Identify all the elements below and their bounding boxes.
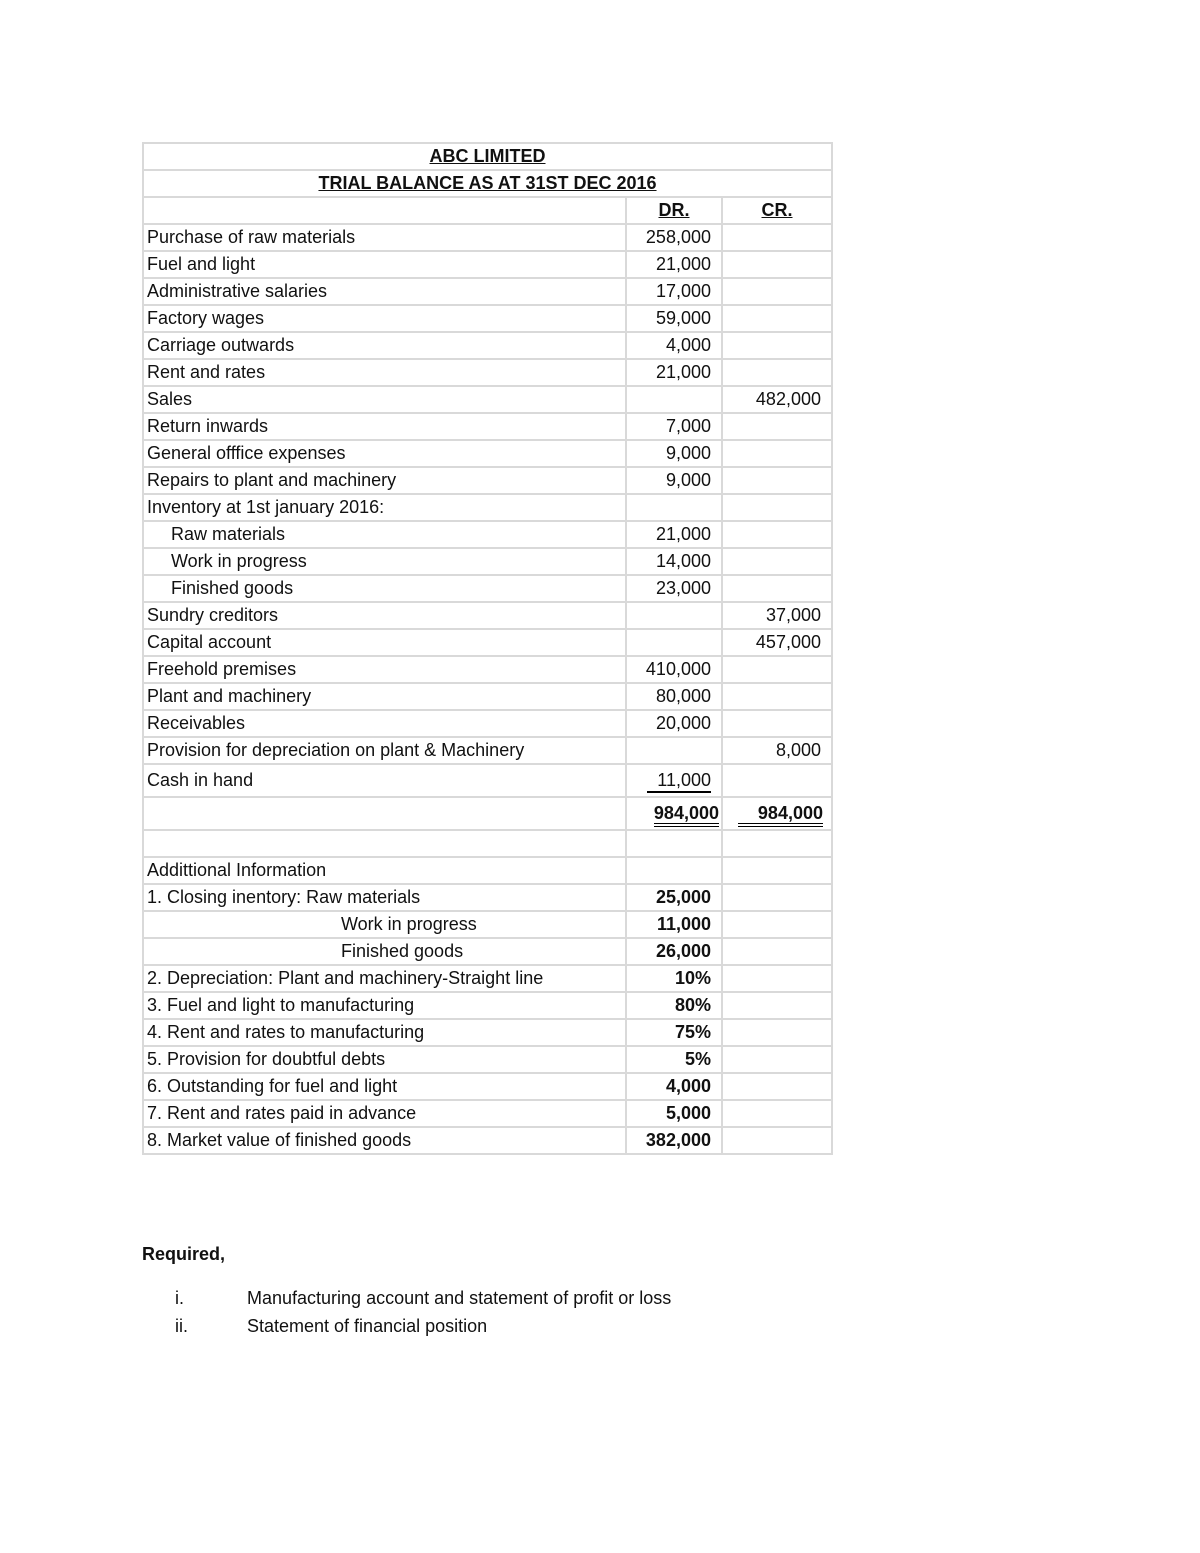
cr-value bbox=[722, 575, 832, 602]
dr-value: 11,000 bbox=[647, 769, 711, 793]
row-label: Raw materials bbox=[143, 521, 626, 548]
dr-value bbox=[626, 737, 722, 764]
dr-value: 20,000 bbox=[626, 710, 722, 737]
list-item-text: Manufacturing account and statement of profit or loss bbox=[247, 1288, 672, 1308]
table-row bbox=[143, 494, 832, 521]
row-label: Capital account bbox=[143, 629, 626, 656]
info-row bbox=[143, 938, 832, 965]
cr-value bbox=[722, 764, 832, 797]
info-row bbox=[143, 1046, 832, 1073]
table-row bbox=[143, 359, 832, 386]
info-label: 3. Fuel and light to manufacturing bbox=[143, 992, 626, 1019]
info-label: 2. Depreciation: Plant and machinery-Straight line bbox=[143, 965, 626, 992]
info-value: 4,000 bbox=[626, 1073, 722, 1100]
info-value: 26,000 bbox=[626, 938, 722, 965]
info-label: Work in progress bbox=[143, 911, 626, 938]
cr-value bbox=[722, 251, 832, 278]
cr-value bbox=[722, 494, 832, 521]
dr-value bbox=[626, 602, 722, 629]
info-label: 7. Rent and rates paid in advance bbox=[143, 1100, 626, 1127]
row-label: Receivables bbox=[143, 710, 626, 737]
row-label: General offfice expenses bbox=[143, 440, 626, 467]
company-name: ABC LIMITED bbox=[143, 143, 832, 170]
row-label: Cash in hand bbox=[143, 764, 626, 797]
info-value: 10% bbox=[626, 965, 722, 992]
info-label: Finished goods bbox=[143, 938, 626, 965]
table-row bbox=[143, 440, 832, 467]
dr-value: 7,000 bbox=[626, 413, 722, 440]
table-row bbox=[143, 386, 832, 413]
row-label: Repairs to plant and machinery bbox=[143, 467, 626, 494]
table-row bbox=[143, 656, 832, 683]
dr-value: 9,000 bbox=[626, 467, 722, 494]
info-value: 5% bbox=[626, 1046, 722, 1073]
list-item-number: i. bbox=[175, 1288, 184, 1308]
row-label: Sundry creditors bbox=[143, 602, 626, 629]
dr-value: 80,000 bbox=[626, 683, 722, 710]
info-row bbox=[143, 911, 832, 938]
cr-value bbox=[722, 656, 832, 683]
cr-value: 37,000 bbox=[722, 602, 832, 629]
cr-value bbox=[722, 440, 832, 467]
dr-value: 21,000 bbox=[626, 251, 722, 278]
info-row bbox=[143, 1019, 832, 1046]
cr-value bbox=[722, 467, 832, 494]
additional-title: Addittional Information bbox=[143, 857, 626, 884]
dr-value: 14,000 bbox=[626, 548, 722, 575]
cr-total: 984,000 bbox=[738, 803, 823, 827]
row-label: Inventory at 1st january 2016: bbox=[143, 494, 626, 521]
dr-value: 17,000 bbox=[626, 278, 722, 305]
table-row bbox=[143, 467, 832, 494]
cr-value bbox=[722, 359, 832, 386]
spacer-row bbox=[143, 830, 832, 857]
table-heading: TRIAL BALANCE AS AT 31ST DEC 2016 bbox=[143, 170, 832, 197]
list-item-text: Statement of financial position bbox=[247, 1316, 488, 1336]
dr-value: 9,000 bbox=[626, 440, 722, 467]
table-row bbox=[143, 764, 832, 797]
info-row bbox=[143, 1100, 832, 1127]
cr-value bbox=[722, 413, 832, 440]
info-value: 75% bbox=[626, 1019, 722, 1046]
table-row bbox=[143, 737, 832, 764]
dr-value bbox=[626, 386, 722, 413]
cr-value bbox=[722, 224, 832, 251]
cr-value bbox=[722, 332, 832, 359]
info-label: 4. Rent and rates to manufacturing bbox=[143, 1019, 626, 1046]
table-row bbox=[143, 332, 832, 359]
row-label: Sales bbox=[143, 386, 626, 413]
table-row bbox=[143, 521, 832, 548]
table-row bbox=[143, 548, 832, 575]
row-label: Plant and machinery bbox=[143, 683, 626, 710]
info-value: 382,000 bbox=[626, 1127, 722, 1154]
info-label: 1. Closing inentory: Raw materials bbox=[143, 884, 626, 911]
table-row bbox=[143, 629, 832, 656]
cr-value: 482,000 bbox=[722, 386, 832, 413]
dr-total: 984,000 bbox=[654, 803, 719, 827]
info-value: 25,000 bbox=[626, 884, 722, 911]
trial-balance-table bbox=[142, 142, 833, 1155]
dr-value: 23,000 bbox=[626, 575, 722, 602]
cr-value bbox=[722, 548, 832, 575]
row-label: Fuel and light bbox=[143, 251, 626, 278]
row-label: Provision for depreciation on plant & Machinery bbox=[143, 737, 626, 764]
required-heading: Required, bbox=[142, 1244, 226, 1264]
cr-value bbox=[722, 305, 832, 332]
cr-value bbox=[722, 521, 832, 548]
info-label: 6. Outstanding for fuel and light bbox=[143, 1073, 626, 1100]
row-label: Finished goods bbox=[143, 575, 626, 602]
info-row bbox=[143, 965, 832, 992]
row-label: Purchase of raw materials bbox=[143, 224, 626, 251]
cr-value: 8,000 bbox=[722, 737, 832, 764]
totals-row bbox=[143, 797, 832, 830]
table-row bbox=[143, 224, 832, 251]
info-label: 5. Provision for doubtful debts bbox=[143, 1046, 626, 1073]
row-label: Carriage outwards bbox=[143, 332, 626, 359]
dr-value: 410,000 bbox=[626, 656, 722, 683]
cr-value bbox=[722, 710, 832, 737]
info-value: 5,000 bbox=[626, 1100, 722, 1127]
row-label: Administrative salaries bbox=[143, 278, 626, 305]
dr-value: 21,000 bbox=[626, 521, 722, 548]
info-row bbox=[143, 992, 832, 1019]
cr-value bbox=[722, 683, 832, 710]
cr-header: CR. bbox=[722, 197, 832, 224]
row-label: Freehold premises bbox=[143, 656, 626, 683]
dr-value bbox=[626, 629, 722, 656]
dr-value bbox=[626, 494, 722, 521]
table-row bbox=[143, 710, 832, 737]
info-row bbox=[143, 1127, 832, 1154]
info-row bbox=[143, 884, 832, 911]
table-row bbox=[143, 602, 832, 629]
info-row bbox=[143, 1073, 832, 1100]
additional-title-row bbox=[143, 857, 832, 884]
table-row bbox=[143, 278, 832, 305]
dr-value: 21,000 bbox=[626, 359, 722, 386]
table-row bbox=[143, 575, 832, 602]
list-item-number: ii. bbox=[175, 1316, 188, 1336]
dr-header: DR. bbox=[626, 197, 722, 224]
row-label: Rent and rates bbox=[143, 359, 626, 386]
table-row bbox=[143, 251, 832, 278]
info-value: 11,000 bbox=[626, 911, 722, 938]
dr-value: 258,000 bbox=[626, 224, 722, 251]
row-label: Work in progress bbox=[143, 548, 626, 575]
table-row bbox=[143, 683, 832, 710]
table-row bbox=[143, 413, 832, 440]
cr-value: 457,000 bbox=[722, 629, 832, 656]
row-label: Factory wages bbox=[143, 305, 626, 332]
table-row bbox=[143, 305, 832, 332]
info-label: 8. Market value of finished goods bbox=[143, 1127, 626, 1154]
dr-value: 4,000 bbox=[626, 332, 722, 359]
dr-value: 59,000 bbox=[626, 305, 722, 332]
cr-value bbox=[722, 278, 832, 305]
info-value: 80% bbox=[626, 992, 722, 1019]
row-label: Return inwards bbox=[143, 413, 626, 440]
